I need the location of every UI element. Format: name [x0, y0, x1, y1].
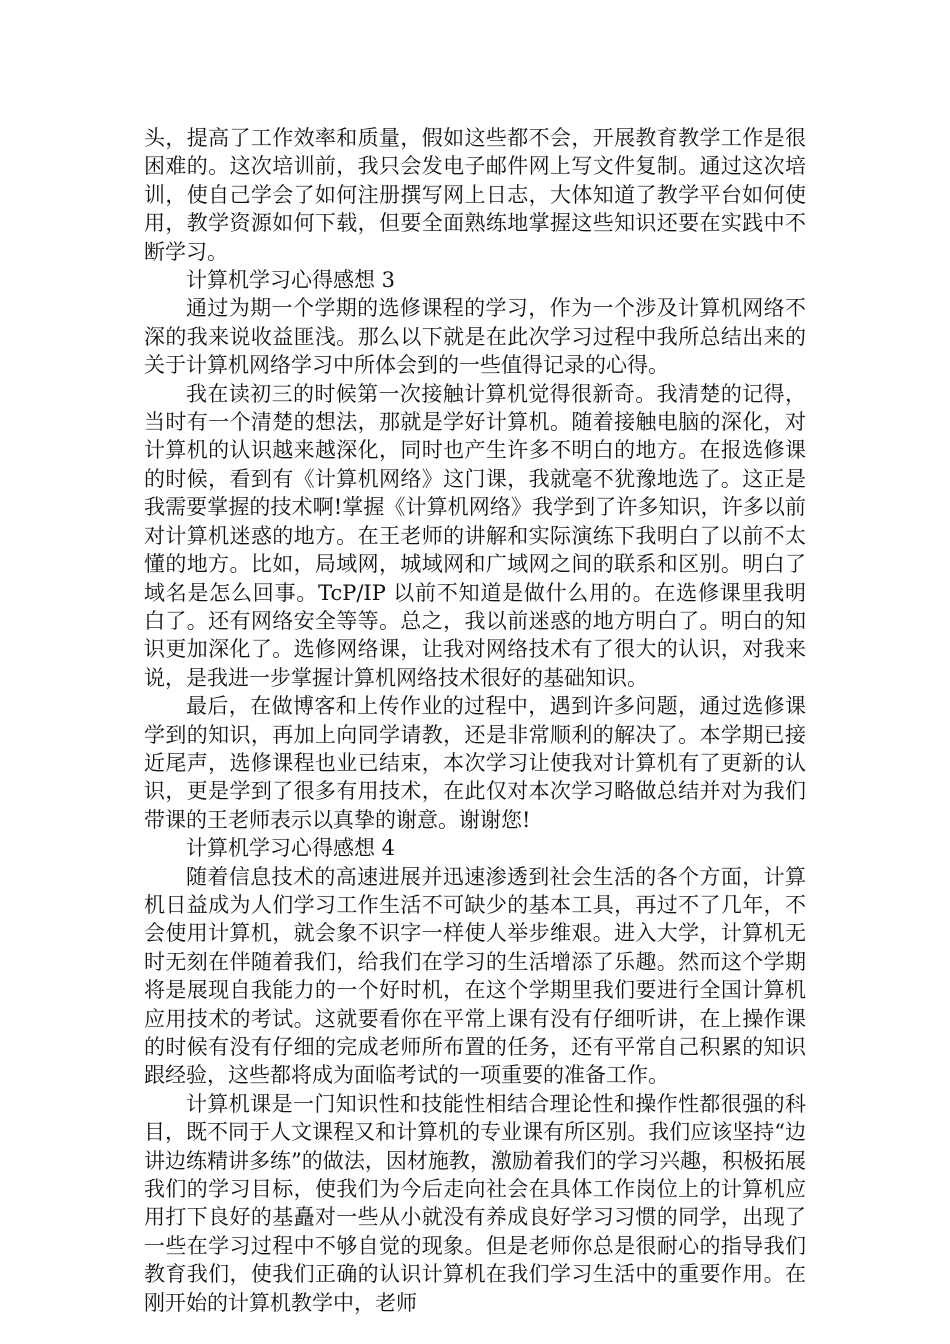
section-heading: 计算机学习心得感想 4 [186, 836, 396, 861]
paragraph: 随着信息技术的高速进展并迅速渗透到社会生活的各个方面，计算机日益成为人们学习工作生活不可缺少的基本工具，再过不了几年，不会使用计算机，就会象不识字一样使人举步维艰。进入大学，计算机无时无刻在伴随着我们，给我们在学习的生活增添了乐趣。然而这个学期将是展现自我能力的一个好时机，在这个学期里我们要进行全国计算机应用技术的考试。这就要看你在平常上课有没有仔细听讲，在上操作课的时候有没有仔细的完成老师所布置的任务，还有平常自己积累的知识跟经验，这些都将成为面临考试的一项重要的准备工作。 [144, 864, 806, 1088]
paragraph: 最后，在做博客和上传作业的过程中，遇到许多问题，通过选修课学到的知识，再加上向同学请教，还是非常顺利的解决了。本学期已接近尾声，选修课程也业已结束，本次学习让使我对计算机有了更新的认识，更是学到了很多有用技术，在此仅对本次学习略做总结并对为我们带课的王老师表示以真挚的谢意。谢谢您! [144, 694, 806, 832]
paragraph: 我在读初三的时候第一次接触计算机觉得很新奇。我清楚的记得，当时有一个清楚的想法，那就是学好计算机。随着接触电脑的深化，对计算机的认识越来越深化，同时也产生许多不明白的地方。在报选修课的时候，看到有《计算机网络》这门课，我就毫不犹豫地选了。这正是我需要掌握的技术啊!掌握《计算机网络》我学到了许多知识，许多以前对计算机迷惑的地方。在王老师的讲解和实际演练下我明白了以前不太懂的地方。比如，局域网，城域网和广域网之间的联系和区别。明白了域名是怎么回事。TcP/IP 以前不知道是做什么用的。在选修课里我明白了。还有网络安全等等。总之，我以前迷惑的地方明白了。明白的知识更加深化了。选修网络课，让我对网络技术有了很大的认识，对我来说，是我进一步掌握计算机网络技术很好的基础知识。 [144, 381, 806, 690]
paragraph: 通过为期一个学期的选修课程的学习，作为一个涉及计算机网络不深的我来说收益匪浅。那么以下就是在此次学习过程中我所总结出来的关于计算机网络学习中所体会到的一些值得记录的心得。 [144, 296, 806, 378]
paragraph: 计算机课是一门知识性和技能性相结合理论性和操作性都很强的科目，既不同于人文课程又和计算机的专业课有所区别。我们应该坚持“边讲边练精讲多练”的做法，因材施教，激励着我们的学习兴趣，积极拓展我们的学习目标，使我们为今后走向社会在具体工作岗位上的计算机应用打下良好的基矗对一些从小就没有养成良好学习习惯的同学，出现了一些在学习过程中不够自觉的现象。但是老师你总是很耐心的指导我们教育我们，使我们正确的认识计算机在我们学习生活中的重要作用。在刚开始的计算机教学中，老师 [144, 1091, 806, 1315]
paragraph: 头，提高了工作效率和质量，假如这些都不会，开展教育教学工作是很困难的。这次培训前，我只会发电子邮件网上写文件复制。通过这次培训，使自己学会了如何注册撰写网上日志，大体知道了教学平台如何使用，教学资源如何下载，但要全面熟练地掌握这些知识还要在实践中不断学习。 [144, 126, 806, 264]
section-heading: 计算机学习心得感想 3 [186, 268, 396, 293]
document-body [144, 124, 806, 1317]
